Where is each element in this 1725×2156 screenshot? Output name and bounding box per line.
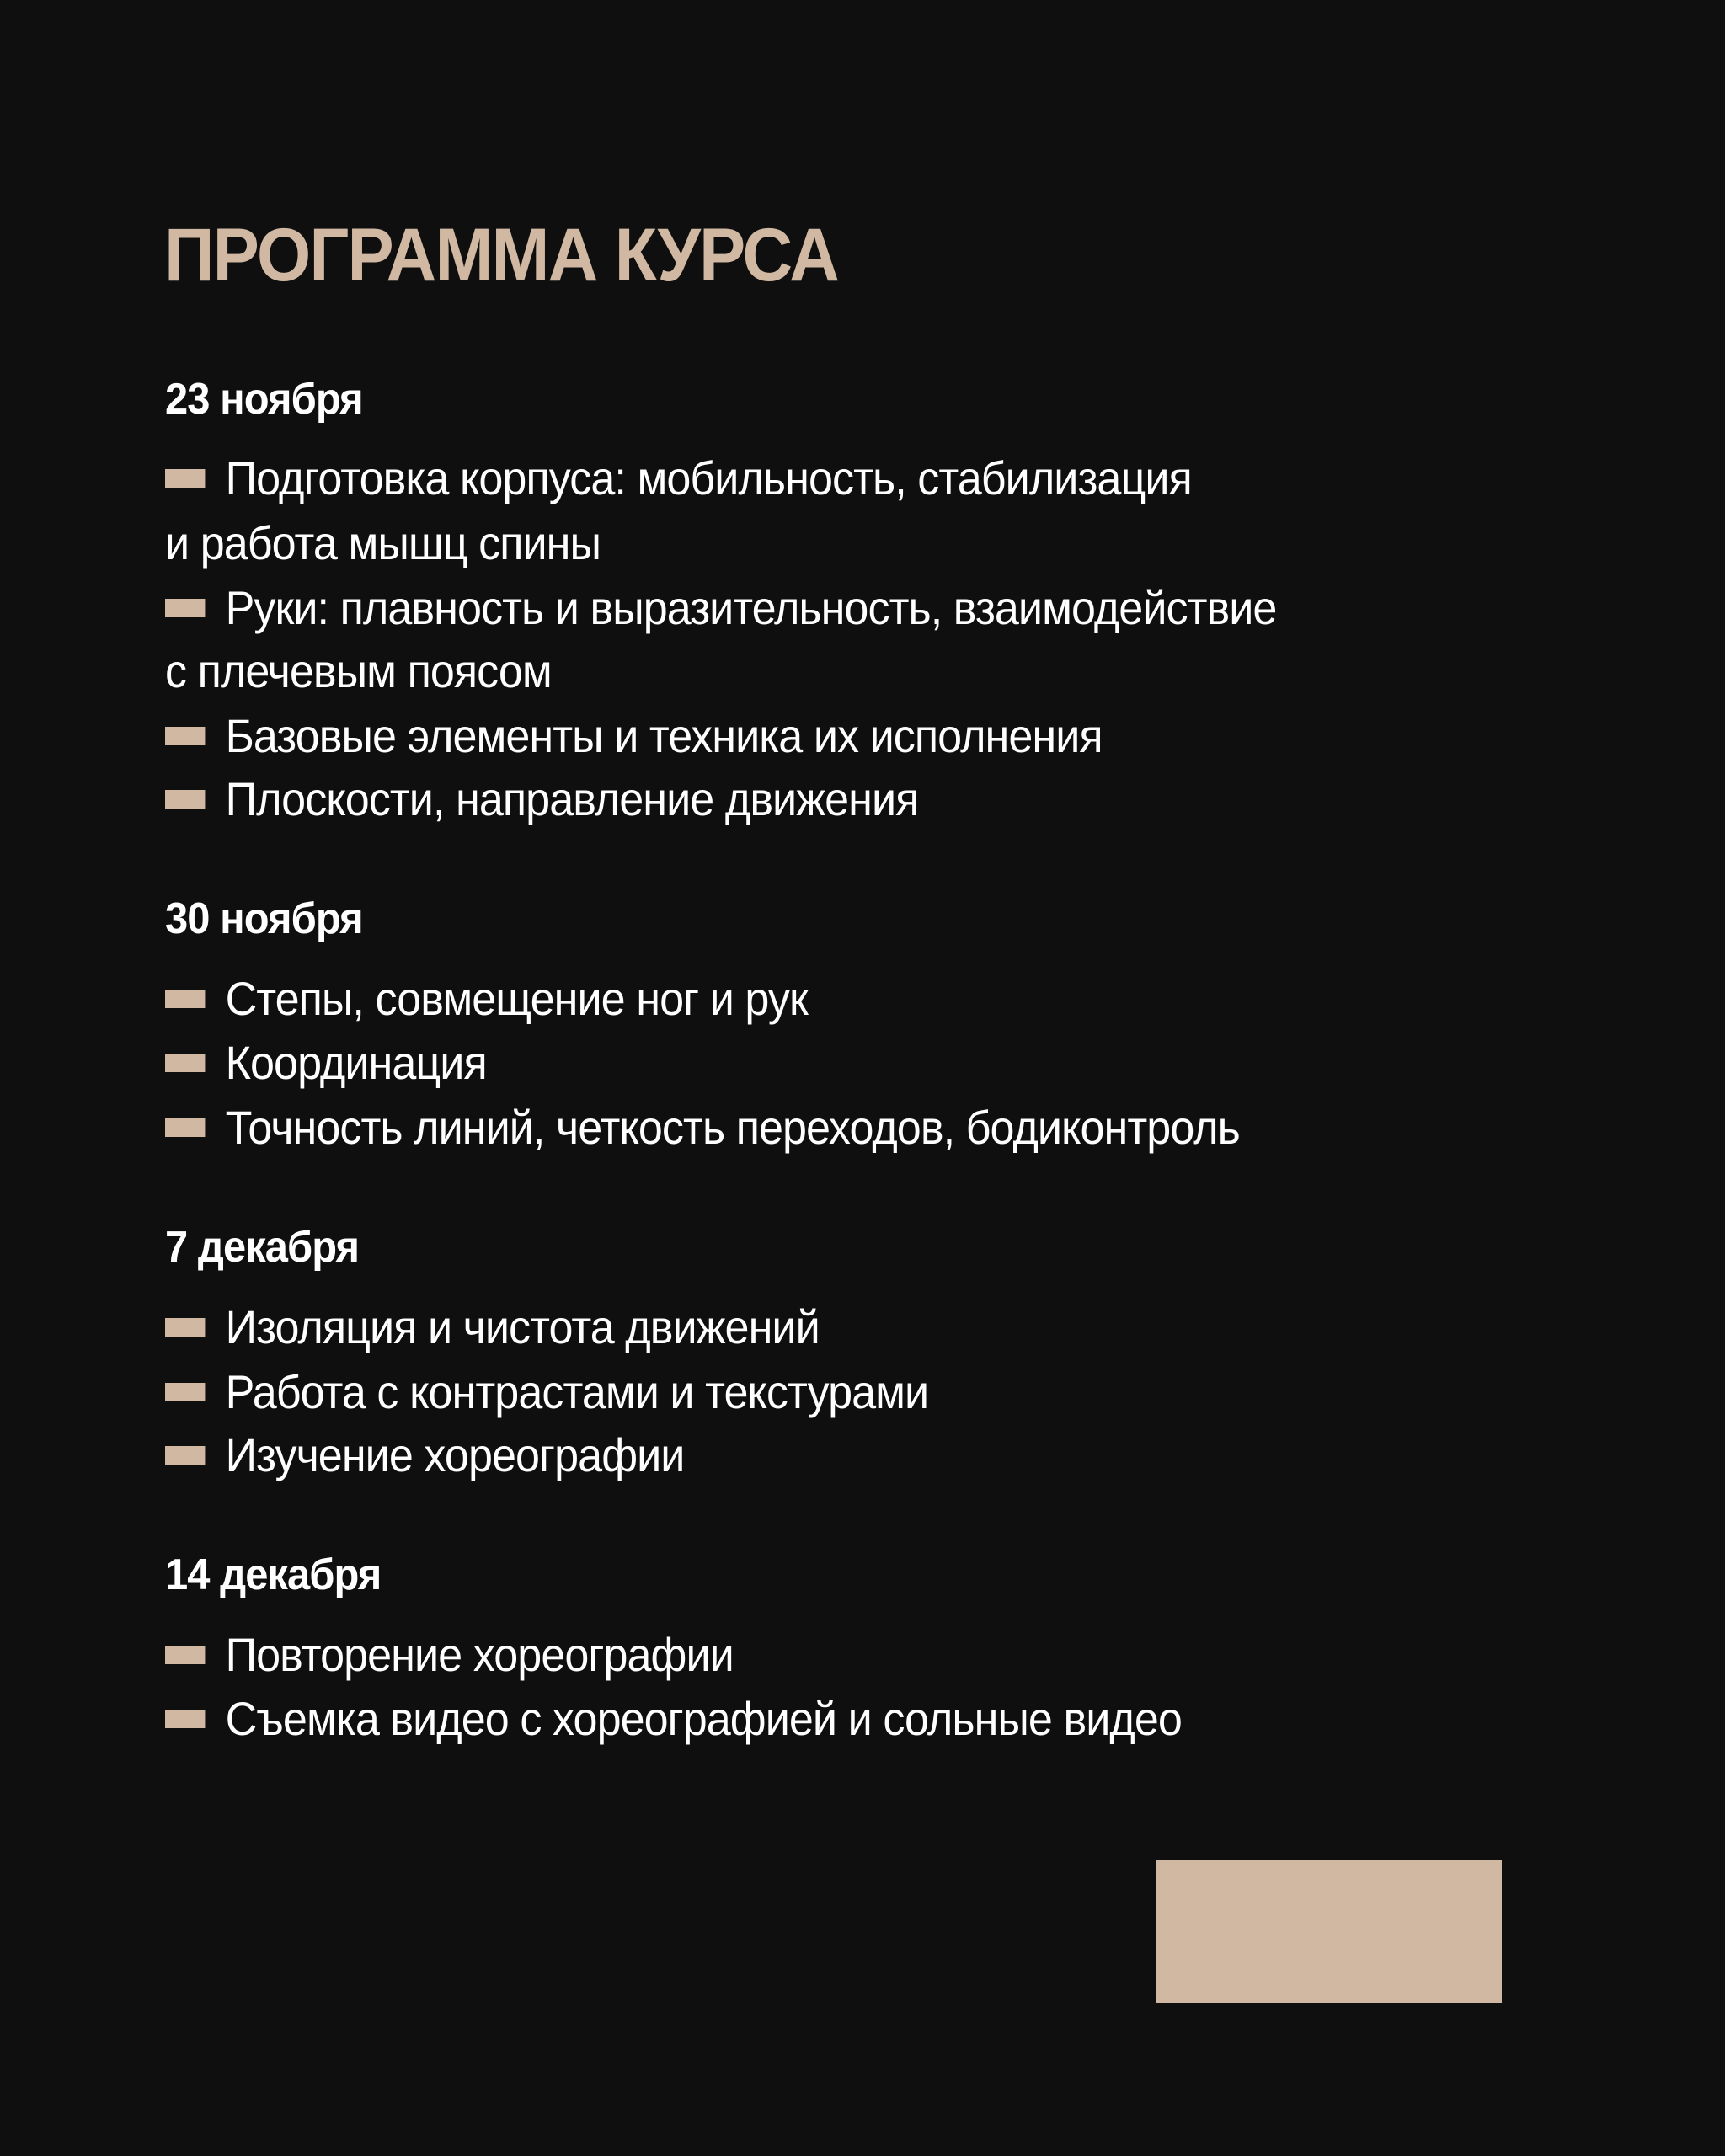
bullet-icon [165,1710,205,1728]
bullet-icon [165,1383,205,1401]
bullet-icon [165,1446,205,1465]
bullet-icon [165,599,205,617]
bullet-icon [165,1054,205,1072]
list-item: Руки: плавность и выразительность, взаимодействие [165,576,1276,640]
bullet-icon [165,1118,205,1137]
list-item: Координация [165,1031,487,1095]
decorative-accent-block [1156,1860,1502,2003]
list-item: Подготовка корпуса: мобильность, стабилизация [165,446,1192,510]
section-date: 30 ноября [165,894,363,943]
section-date: 14 декабря [165,1550,382,1599]
section-date: 23 ноября [165,375,363,424]
section-date: 7 декабря [165,1223,360,1272]
bullet-icon [165,469,205,488]
list-item: Плоскости, направление движения [165,767,918,831]
list-item: Базовые элементы и техника их исполнения [165,704,1103,768]
list-item-continuation: с плечевым поясом [165,644,552,697]
bullet-icon [165,1646,205,1664]
list-item: Съемка видео с хореографией и сольные видео [165,1687,1182,1751]
bullet-icon [165,790,205,808]
list-item: Точность линий, четкость переходов, бодиконтроль [165,1096,1240,1160]
list-item: Изоляция и чистота движений [165,1295,820,1359]
bullet-icon [165,990,205,1008]
list-item: Повторение хореографии [165,1623,734,1687]
bullet-icon [165,1318,205,1337]
list-item: Работа с контрастами и текстурами [165,1360,928,1424]
list-item-continuation: и работа мышц спины [165,516,601,569]
list-item: Степы, совмещение ног и рук [165,967,808,1031]
page-title: ПРОГРАММА КУРСА [164,212,839,296]
bullet-icon [165,727,205,745]
list-item: Изучение хореографии [165,1423,684,1487]
